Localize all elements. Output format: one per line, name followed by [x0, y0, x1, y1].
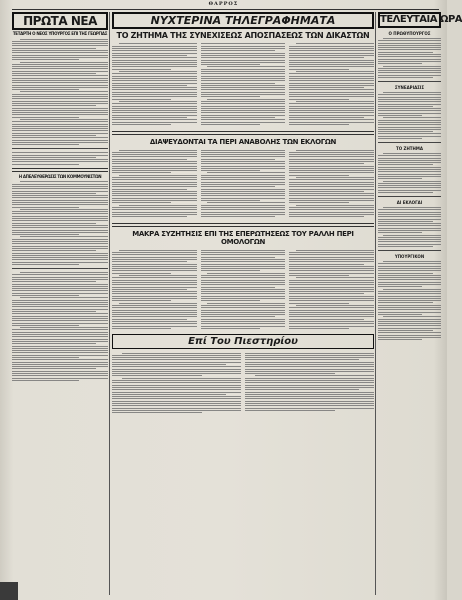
article-text [289, 148, 374, 218]
column-rule [109, 12, 110, 595]
article-columns [112, 146, 374, 220]
divider [12, 268, 108, 269]
divider [12, 148, 108, 149]
article-text [12, 272, 108, 381]
page-edge-shadow [0, 582, 18, 600]
right-subhead: ΣΥΝΕΔΡΙΑΣΙΣ [394, 85, 425, 91]
divider [112, 223, 374, 227]
article-text [12, 181, 108, 265]
left-mid-headline: Η ΑΠΕΛΕΥΘΕΡΩΣΙΣ ΤΩΝ ΚΟΜΜΟΥΝΙΣΤΩΝ [18, 173, 102, 179]
article-columns [112, 349, 374, 416]
article-text [289, 42, 374, 126]
article-text [12, 39, 108, 146]
article-text [289, 249, 374, 331]
divider [378, 250, 441, 251]
column-rule [375, 12, 376, 595]
right-column [378, 12, 462, 595]
left-section-title: ΠΡΩΤΑ ΝΕΑ [12, 12, 108, 30]
center-section-title: ΝΥΧΤΕΡΙΝΑ ΤΗΛΕΓΡΑΦΗΜΑΤΑ [112, 12, 374, 29]
article-columns [112, 247, 374, 333]
right-subhead: ΤΟ ΖΗΤΗΜΑ [396, 145, 423, 151]
article-text [201, 148, 286, 218]
left-headline: ΤΕΤΑΡΤΗ Ο ΝΕΟΣ ΥΠΟΥΡΓΟΣ ΕΠΙ ΤΗΣ ΓΕΩΡΓΙΑΣ [12, 31, 108, 36]
center-bottom-title: Επί Του Πιεστηρίου [112, 334, 374, 349]
right-section-title: ΤΕΛΕΥΤΑΙΑ ΩΡΑ [378, 12, 441, 28]
article-text [112, 42, 197, 126]
center-column [112, 12, 374, 595]
article-text [112, 249, 197, 331]
article-text [378, 38, 441, 78]
divider [12, 168, 108, 172]
divider [378, 196, 441, 197]
divider [378, 142, 441, 143]
article-text [245, 351, 374, 414]
paper-name: ΘΑΡΡΟΣ [208, 1, 239, 7]
article-text [112, 351, 241, 414]
right-subhead: Ο ΠΡΩΘΥΠΟΥΡΓΟΣ [388, 31, 431, 36]
center-lower-headline: ΜΑΚΡΑ ΣΥΖΗΤΗΣΙΣ ΕΠΙ ΤΗΣ ΕΠΕΡΩΤΗΣΕΩΣ ΤΟΥ ΡΑΛΛΗ ΠΕΡΙ ΟΜΟΛΟΓΩΝ [132, 230, 354, 247]
article-text [112, 148, 197, 218]
article-text [201, 249, 286, 331]
article-text [12, 152, 108, 164]
center-mid-headline: ΔΙΑΨΕΥΔΟΝΤΑΙ ΤΑ ΠΕΡΙ ΑΝΑΒΟΛΗΣ ΤΩΝ ΕΚΛΟΓΩΝ [149, 138, 337, 147]
article-text [201, 42, 286, 126]
article-columns [112, 40, 374, 128]
top-rule [12, 9, 439, 10]
divider [378, 81, 441, 82]
article-text [378, 153, 441, 193]
article-text [378, 92, 441, 139]
right-subhead: ΑΙ ΕΚΛΟΓΑΙ [396, 200, 423, 206]
right-subhead: ΥΠΟΥΡΓΙΚΟΝ [394, 254, 425, 260]
left-column [12, 12, 108, 595]
article-text [378, 207, 441, 247]
article-text [378, 261, 441, 340]
divider [112, 131, 374, 135]
center-banner-headline: ΤΟ ΖΗΤΗΜΑ ΤΗΣ ΣΥΝΕΧΙΣΕΩΣ ΑΠΟΣΠΑΣΕΩΣ ΤΩΝ ΔΙΚΑΣΤΩΝ [116, 31, 370, 40]
